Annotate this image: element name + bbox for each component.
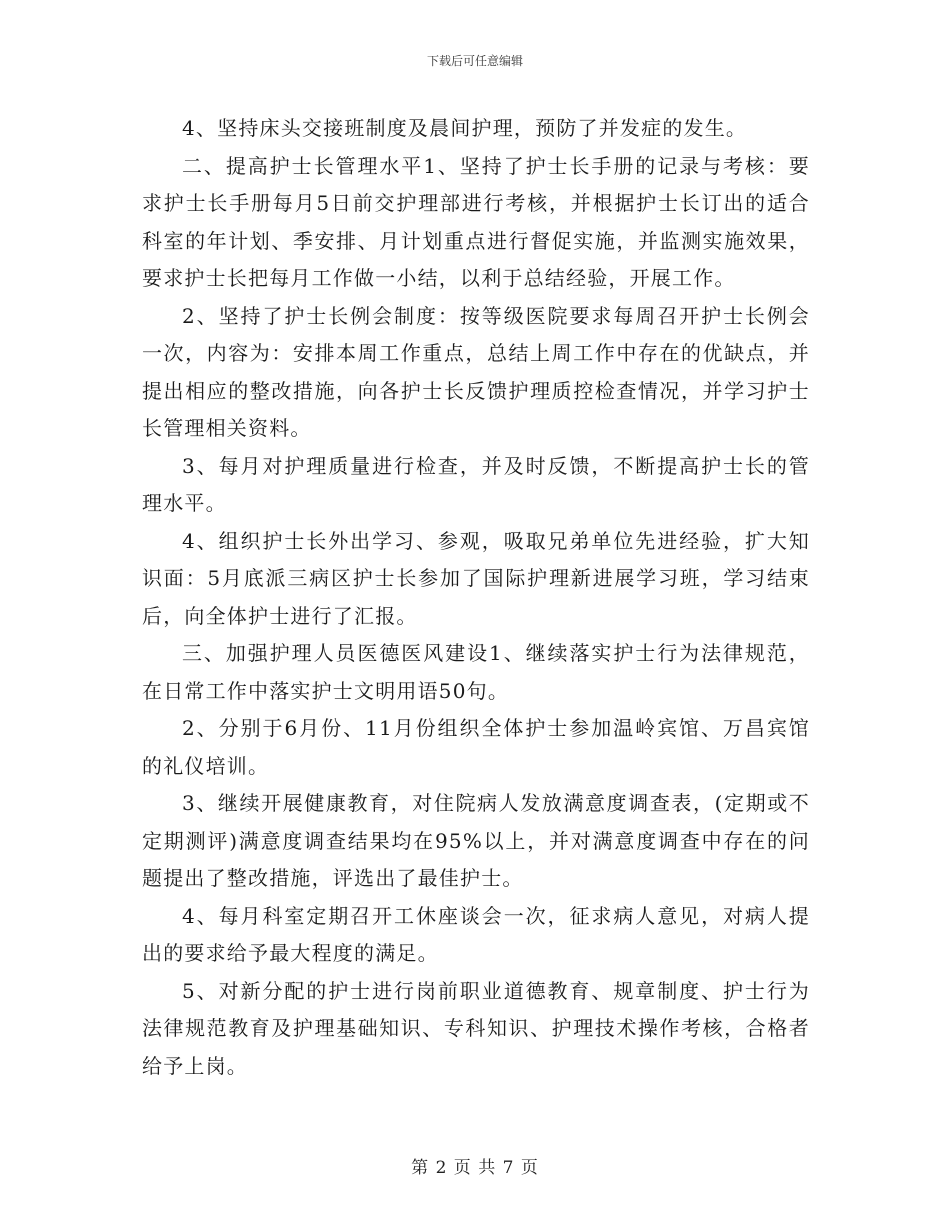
paragraph: 2、坚持了护士长例会制度：按等级医院要求每周召开护士长例会一次，内容为：安排本周工作重点，总结上周工作中存在的优缺点，并提出相应的整改措施，向各护士长反馈护理质控检查情况，并学习护士长管理相关资料。 <box>142 303 810 440</box>
paragraph: 3、每月对护理质量进行检查，并及时反馈，不断提高护士长的管理水平。 <box>142 453 810 515</box>
document-body <box>142 110 810 1085</box>
paragraph: 4、组织护士长外出学习、参观，吸取兄弟单位先进经验，扩大知识面：5月底派三病区护士长参加了国际护理新进展学习班，学习结束后，向全体护士进行了汇报。 <box>142 528 810 628</box>
paragraph: 4、每月科室定期召开工休座谈会一次，征求病人意见，对病人提出的要求给予最大程度的满足。 <box>142 903 810 965</box>
paragraph: 三、加强护理人员医德医风建设1、继续落实护士行为法律规范，在日常工作中落实护士文明用语50句。 <box>142 641 810 703</box>
paragraph: 3、继续开展健康教育，对住院病人发放满意度调查表，(定期或不定期测评)满意度调查结果均在95%以上，并对满意度调查中存在的问题提出了整改措施，评选出了最佳护士。 <box>142 791 810 890</box>
page-number: 第 2 页 共 7 页 <box>411 1158 539 1178</box>
paragraph: 二、提高护士长管理水平1、坚持了护士长手册的记录与考核：要求护士长手册每月5日前交护理部进行考核，并根据护士长订出的适合科室的年计划、季安排、月计划重点进行督促实施，并监测实施效果，要求护士长把每月工作做一小结，以利于总结经验，开展工作。 <box>142 153 810 290</box>
paragraph: 2、分别于6月份、11月份组织全体护士参加温岭宾馆、万昌宾馆的礼仪培训。 <box>142 716 810 778</box>
paragraph: 5、对新分配的护士进行岗前职业道德教育、规章制度、护士行为法律规范教育及护理基础知识、专科知识、护理技术操作考核，合格者给予上岗。 <box>142 978 810 1078</box>
paragraph: 4、坚持床头交接班制度及晨间护理，预防了并发症的发生。 <box>182 116 748 140</box>
page-header-note: 下载后可任意编辑 <box>426 54 523 68</box>
